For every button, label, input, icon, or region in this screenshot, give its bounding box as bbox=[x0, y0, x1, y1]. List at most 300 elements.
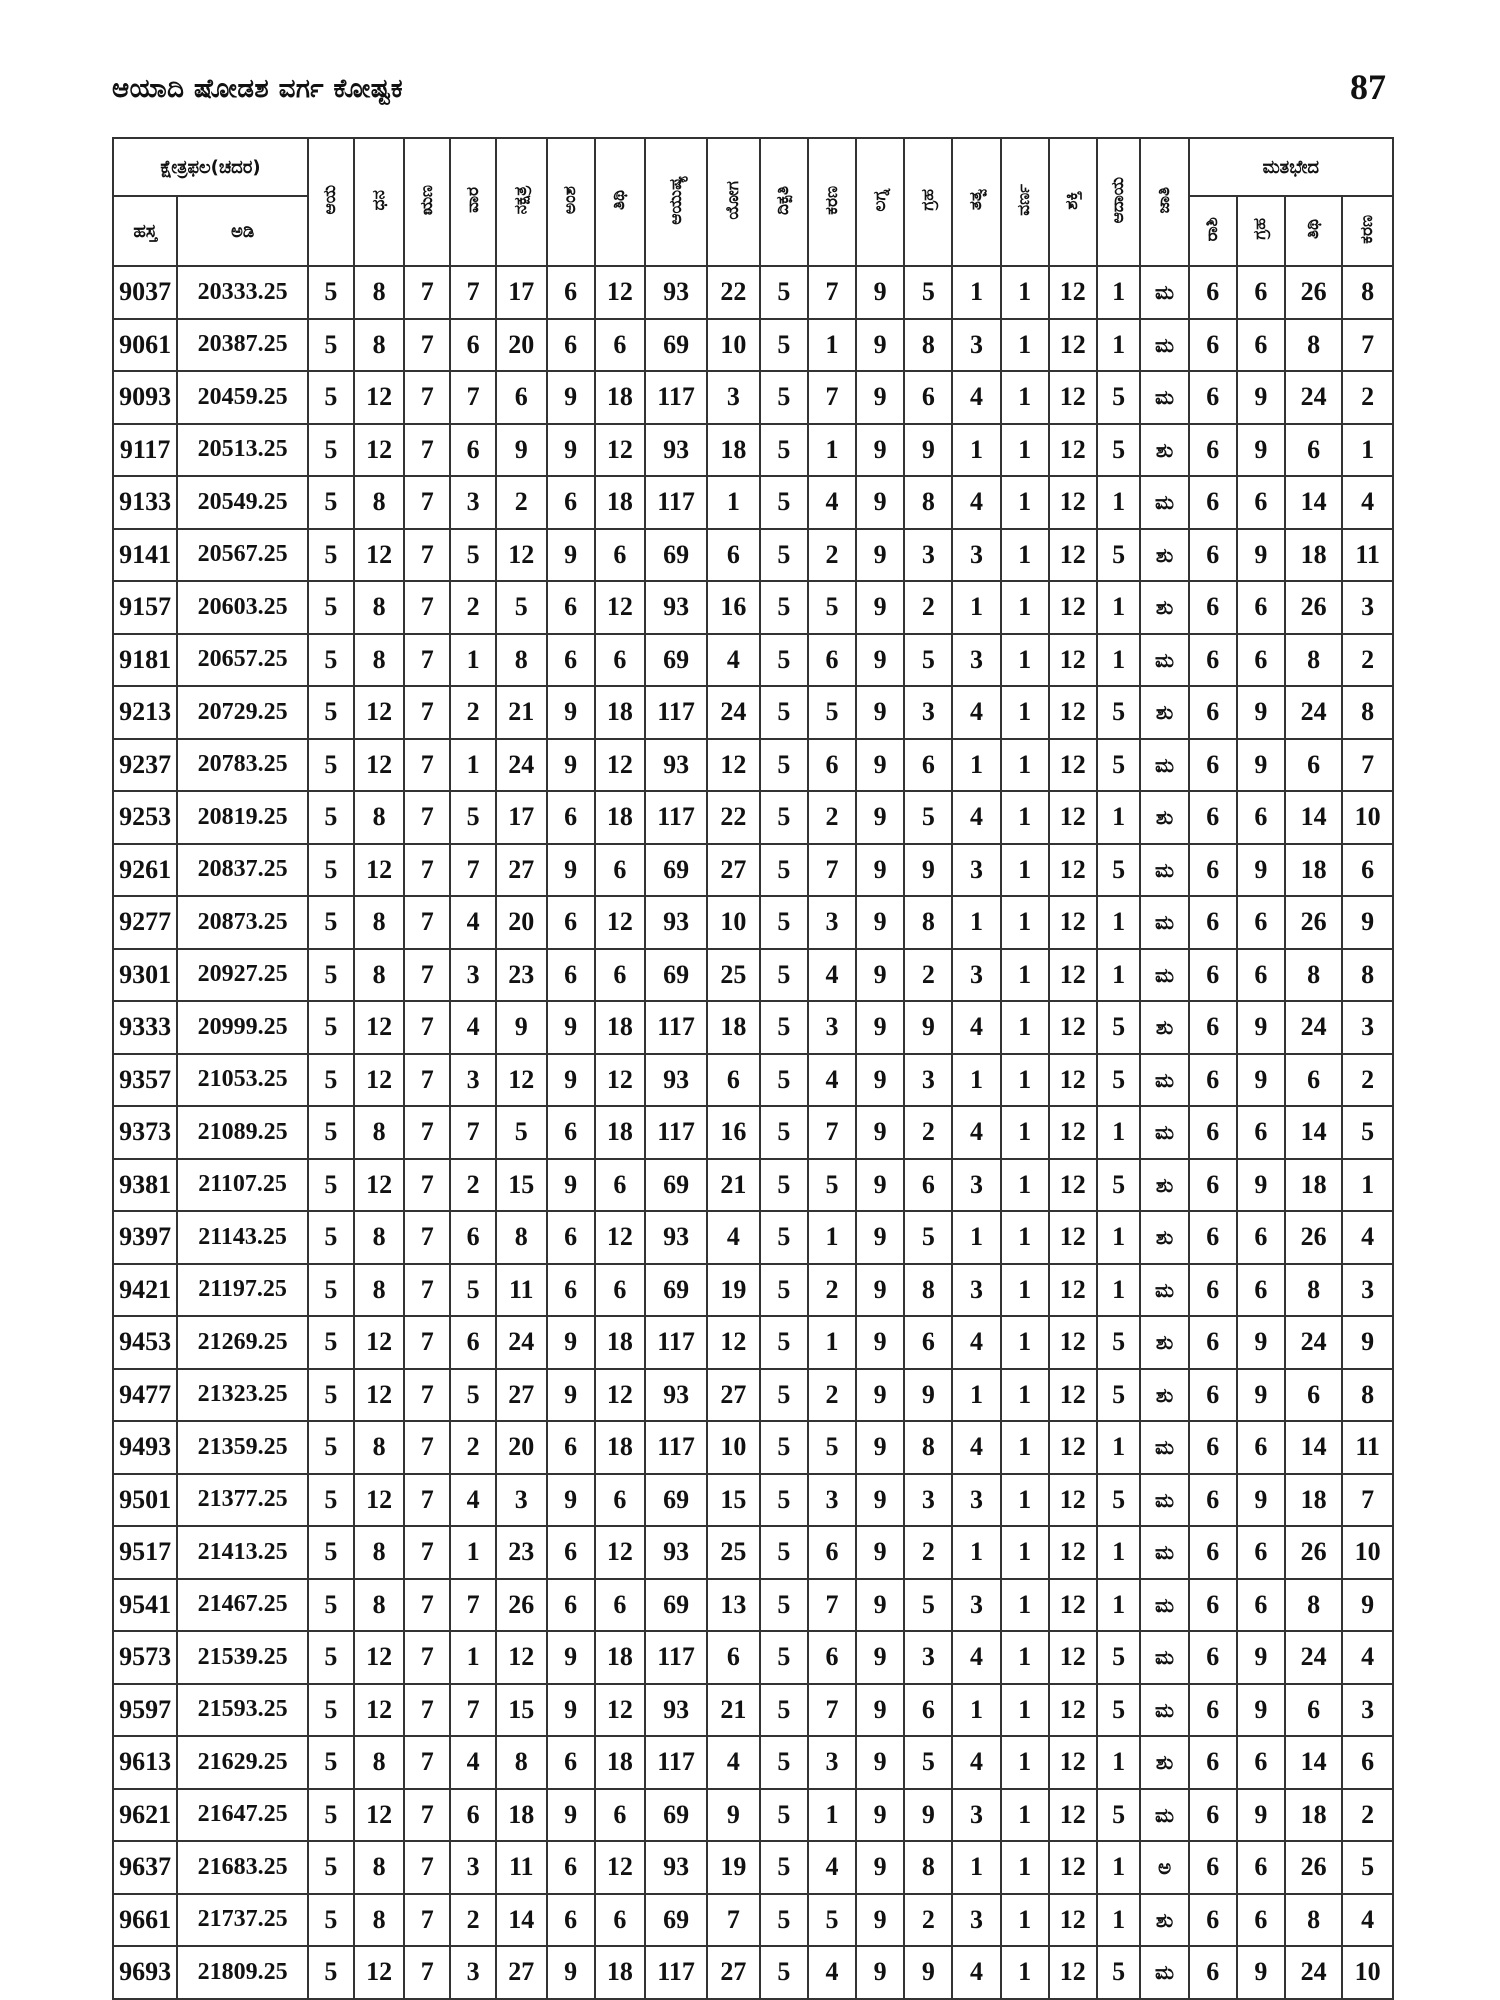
table-cell: 93 bbox=[645, 266, 707, 319]
table-cell: 5 bbox=[308, 1946, 354, 1999]
table-cell: 5 bbox=[904, 634, 952, 687]
table-cell: 6 bbox=[904, 1316, 952, 1369]
table-cell: 1 bbox=[1097, 319, 1141, 372]
table-cell: 9 bbox=[1237, 1054, 1285, 1107]
table-cell: 1 bbox=[808, 319, 856, 372]
table-cell: 4 bbox=[952, 1316, 1000, 1369]
table-cell: 9 bbox=[856, 686, 904, 739]
table-cell: 1 bbox=[1001, 371, 1049, 424]
table-cell: 9373 bbox=[113, 1106, 177, 1159]
table-cell: 7 bbox=[404, 1894, 450, 1947]
table-cell: 10 bbox=[707, 319, 760, 372]
table-cell: 9541 bbox=[113, 1579, 177, 1632]
table-cell: 12 bbox=[1049, 1159, 1097, 1212]
table-cell: 5 bbox=[1342, 1106, 1393, 1159]
table-cell: 2 bbox=[808, 529, 856, 582]
table-cell: 6 bbox=[1285, 1054, 1342, 1107]
table-cell: 26 bbox=[1285, 1526, 1342, 1579]
table-cell: 1 bbox=[450, 1526, 496, 1579]
table-row bbox=[113, 686, 1393, 739]
table-cell: ಮ bbox=[1140, 739, 1188, 792]
table-cell: 5 bbox=[308, 371, 354, 424]
table-cell: 9 bbox=[856, 1316, 904, 1369]
table-cell: 6 bbox=[904, 1159, 952, 1212]
table-cell: 20927.25 bbox=[177, 949, 308, 1002]
table-cell: 12 bbox=[1049, 529, 1097, 582]
table-cell: 6 bbox=[1237, 949, 1285, 1002]
table-cell: 24 bbox=[1285, 1001, 1342, 1054]
table-cell: 20837.25 bbox=[177, 844, 308, 897]
table-cell: 1 bbox=[1001, 529, 1049, 582]
table-row bbox=[113, 529, 1393, 582]
table-cell: 7 bbox=[404, 1001, 450, 1054]
table-cell: 21 bbox=[707, 1159, 760, 1212]
table-cell: 1 bbox=[1097, 1106, 1141, 1159]
table-cell: 27 bbox=[707, 844, 760, 897]
table-cell: 4 bbox=[808, 1946, 856, 1999]
table-cell: 93 bbox=[645, 1526, 707, 1579]
table-cell: 9 bbox=[904, 424, 952, 477]
table-cell: 2 bbox=[904, 1894, 952, 1947]
table-cell: 6 bbox=[1189, 424, 1237, 477]
table-cell: 14 bbox=[1285, 476, 1342, 529]
table-cell: 21197.25 bbox=[177, 1264, 308, 1317]
table-cell: 1 bbox=[1097, 1421, 1141, 1474]
table-cell: 13 bbox=[707, 1579, 760, 1632]
table-cell: 3 bbox=[450, 476, 496, 529]
table-cell: 1 bbox=[1001, 1369, 1049, 1422]
table-cell: 8 bbox=[354, 476, 404, 529]
table-cell: 8 bbox=[354, 1841, 404, 1894]
table-cell: 9 bbox=[547, 1631, 595, 1684]
table-cell: 3 bbox=[904, 686, 952, 739]
table-row bbox=[113, 319, 1393, 372]
table-cell: 9 bbox=[904, 1946, 952, 1999]
table-cell: 1 bbox=[1001, 1054, 1049, 1107]
table-cell: 5 bbox=[760, 476, 808, 529]
table-cell: 9 bbox=[856, 1526, 904, 1579]
table-cell: 6 bbox=[547, 896, 595, 949]
table-cell: 12 bbox=[1049, 1054, 1097, 1107]
table-cell: 12 bbox=[1049, 1316, 1097, 1369]
table-cell: 9 bbox=[856, 1631, 904, 1684]
table-cell: 6 bbox=[595, 529, 645, 582]
table-cell: 5 bbox=[1097, 1316, 1141, 1369]
table-cell: 3 bbox=[450, 1841, 496, 1894]
table-cell: 6 bbox=[1237, 1736, 1285, 1789]
col-header: ವರ್ಣ bbox=[1001, 138, 1049, 266]
table-row bbox=[113, 1841, 1393, 1894]
table-cell: 1 bbox=[808, 1316, 856, 1369]
table-cell: 9 bbox=[1237, 424, 1285, 477]
table-cell: 6 bbox=[547, 949, 595, 1002]
table-cell: 15 bbox=[496, 1684, 546, 1737]
table-cell: 6 bbox=[1342, 1736, 1393, 1789]
table-cell: 5 bbox=[808, 686, 856, 739]
table-cell: 1 bbox=[1001, 1789, 1049, 1842]
table-cell: ಶು bbox=[1140, 1001, 1188, 1054]
table-cell: 6 bbox=[1189, 1736, 1237, 1789]
table-cell: 5 bbox=[308, 949, 354, 1002]
table-cell: 18 bbox=[1285, 1474, 1342, 1527]
table-cell: 10 bbox=[707, 1421, 760, 1474]
table-cell: 7 bbox=[404, 1369, 450, 1422]
table-cell: 10 bbox=[1342, 1946, 1393, 1999]
table-row bbox=[113, 1316, 1393, 1369]
table-cell: 4 bbox=[808, 1054, 856, 1107]
table-cell: 24 bbox=[1285, 1946, 1342, 1999]
table-cell: 9 bbox=[856, 949, 904, 1002]
table-cell: 12 bbox=[1049, 1946, 1097, 1999]
col-header: ಋಣ bbox=[404, 138, 450, 266]
table-cell: 8 bbox=[354, 1736, 404, 1789]
table-cell: 1 bbox=[1001, 1211, 1049, 1264]
table-cell: 9 bbox=[1237, 1474, 1285, 1527]
table-cell: 3 bbox=[952, 529, 1000, 582]
table-cell: 5 bbox=[308, 424, 354, 477]
table-cell: 69 bbox=[645, 634, 707, 687]
table-cell: 93 bbox=[645, 739, 707, 792]
table-cell: 1 bbox=[952, 1211, 1000, 1264]
table-cell: 5 bbox=[760, 581, 808, 634]
table-cell: 18 bbox=[595, 1631, 645, 1684]
table-cell: 9037 bbox=[113, 266, 177, 319]
table-cell: 7 bbox=[707, 1894, 760, 1947]
table-cell: 1 bbox=[1001, 1684, 1049, 1737]
table-row bbox=[113, 581, 1393, 634]
table-cell: 12 bbox=[354, 371, 404, 424]
table-cell: 3 bbox=[904, 1054, 952, 1107]
table-cell: 7 bbox=[404, 791, 450, 844]
table-row bbox=[113, 424, 1393, 477]
table-cell: 5 bbox=[1097, 1684, 1141, 1737]
table-cell: 93 bbox=[645, 1684, 707, 1737]
table-cell: 117 bbox=[645, 1946, 707, 1999]
table-cell: ಶು bbox=[1140, 529, 1188, 582]
table-cell: 12 bbox=[1049, 1579, 1097, 1632]
table-cell: 9 bbox=[547, 844, 595, 897]
table-row bbox=[113, 949, 1393, 1002]
table-cell: 9 bbox=[856, 1841, 904, 1894]
table-cell: 12 bbox=[354, 1001, 404, 1054]
table-cell: 4 bbox=[707, 1211, 760, 1264]
table-cell: 2 bbox=[904, 1526, 952, 1579]
table-cell: 12 bbox=[1049, 1421, 1097, 1474]
table-cell: 4 bbox=[808, 1841, 856, 1894]
table-cell: 5 bbox=[760, 371, 808, 424]
table-cell: 6 bbox=[547, 266, 595, 319]
table-cell: 4 bbox=[952, 1631, 1000, 1684]
table-row bbox=[113, 1579, 1393, 1632]
table-cell: ಮ bbox=[1140, 1579, 1188, 1632]
table-cell: 12 bbox=[1049, 1474, 1097, 1527]
table-cell: 5 bbox=[308, 1894, 354, 1947]
table-cell: 6 bbox=[1189, 529, 1237, 582]
table-cell: 14 bbox=[1285, 1421, 1342, 1474]
table-cell: 4 bbox=[707, 1736, 760, 1789]
table-cell: 5 bbox=[760, 1264, 808, 1317]
table-cell: 9 bbox=[1237, 739, 1285, 792]
table-cell: 24 bbox=[1285, 1316, 1342, 1369]
table-cell: 9 bbox=[547, 1789, 595, 1842]
table-cell: 9333 bbox=[113, 1001, 177, 1054]
table-cell: 3 bbox=[450, 949, 496, 1002]
table-cell: ಮ bbox=[1140, 1421, 1188, 1474]
table-cell: 18 bbox=[707, 1001, 760, 1054]
table-cell: 6 bbox=[595, 1894, 645, 1947]
table-cell: 6 bbox=[450, 319, 496, 372]
table-cell: 5 bbox=[1097, 1631, 1141, 1684]
table-cell: 9277 bbox=[113, 896, 177, 949]
table-cell: ಶು bbox=[1140, 581, 1188, 634]
table-cell: 21413.25 bbox=[177, 1526, 308, 1579]
col-header: ತತ್ವ bbox=[952, 138, 1000, 266]
table-cell: 9261 bbox=[113, 844, 177, 897]
table-cell: 6 bbox=[1237, 266, 1285, 319]
table-cell: 5 bbox=[904, 1211, 952, 1264]
table-cell: 9 bbox=[547, 424, 595, 477]
table-cell: 7 bbox=[450, 1684, 496, 1737]
table-cell: 5 bbox=[308, 1001, 354, 1054]
table-cell: 12 bbox=[595, 1684, 645, 1737]
table-cell: 6 bbox=[707, 1631, 760, 1684]
table-cell: 9501 bbox=[113, 1474, 177, 1527]
table-cell: 9 bbox=[856, 1054, 904, 1107]
table-cell: 3 bbox=[952, 844, 1000, 897]
table-cell: 6 bbox=[1189, 791, 1237, 844]
table-cell: 69 bbox=[645, 1474, 707, 1527]
table-cell: 2 bbox=[904, 1106, 952, 1159]
table-cell: 18 bbox=[1285, 1159, 1342, 1212]
table-cell: 5 bbox=[760, 1946, 808, 1999]
table-cell: 9 bbox=[496, 1001, 546, 1054]
table-cell: 6 bbox=[450, 1211, 496, 1264]
table-cell: 8 bbox=[496, 634, 546, 687]
table-cell: 5 bbox=[760, 739, 808, 792]
col-header: ಅಂಶ bbox=[547, 138, 595, 266]
table-cell: 4 bbox=[1342, 1211, 1393, 1264]
table-cell: 5 bbox=[808, 1894, 856, 1947]
col-header: ಆಯುಷ್ಯ bbox=[645, 138, 707, 266]
table-cell: 6 bbox=[808, 634, 856, 687]
table-cell: 4 bbox=[952, 686, 1000, 739]
table-cell: 17 bbox=[496, 266, 546, 319]
table-cell: 6 bbox=[1189, 896, 1237, 949]
table-cell: 12 bbox=[1049, 1631, 1097, 1684]
table-cell: 24 bbox=[707, 686, 760, 739]
table-cell: 3 bbox=[952, 1264, 1000, 1317]
table-cell: 6 bbox=[1189, 1579, 1237, 1632]
table-cell: 6 bbox=[1237, 319, 1285, 372]
table-cell: 6 bbox=[547, 1894, 595, 1947]
table-cell: 9613 bbox=[113, 1736, 177, 1789]
table-cell: 8 bbox=[1342, 686, 1393, 739]
table-cell: 1 bbox=[1097, 1841, 1141, 1894]
table-cell: 21143.25 bbox=[177, 1211, 308, 1264]
table-cell: 9 bbox=[856, 1159, 904, 1212]
table-cell: 6 bbox=[1237, 581, 1285, 634]
table-cell: 6 bbox=[1237, 1579, 1285, 1632]
table-cell: 6 bbox=[904, 371, 952, 424]
table-cell: 5 bbox=[308, 1369, 354, 1422]
table-cell: 12 bbox=[354, 424, 404, 477]
table-cell: 5 bbox=[760, 1894, 808, 1947]
table-cell: 26 bbox=[1285, 266, 1342, 319]
table-cell: 9 bbox=[547, 529, 595, 582]
table-cell: 5 bbox=[760, 266, 808, 319]
table-cell: 9133 bbox=[113, 476, 177, 529]
table-cell: 18 bbox=[595, 1001, 645, 1054]
table-cell: 1 bbox=[1097, 896, 1141, 949]
table-cell: 69 bbox=[645, 529, 707, 582]
col-header: ಲಗ್ನ bbox=[856, 138, 904, 266]
table-cell: 117 bbox=[645, 371, 707, 424]
table-row bbox=[113, 1211, 1393, 1264]
table-cell: 7 bbox=[1342, 319, 1393, 372]
table-cell: 6 bbox=[547, 1421, 595, 1474]
table-cell: 1 bbox=[1001, 634, 1049, 687]
table-cell: 8 bbox=[904, 1841, 952, 1894]
table-cell: 9 bbox=[547, 1684, 595, 1737]
table-cell: 5 bbox=[1097, 1054, 1141, 1107]
table-cell: 5 bbox=[308, 896, 354, 949]
table-cell: 8 bbox=[1285, 949, 1342, 1002]
table-cell: ಶು bbox=[1140, 424, 1188, 477]
table-cell: 9 bbox=[547, 739, 595, 792]
table-cell: ಮ bbox=[1140, 1631, 1188, 1684]
table-cell: 5 bbox=[1097, 1789, 1141, 1842]
table-cell: 7 bbox=[404, 1946, 450, 1999]
table-cell: 7 bbox=[808, 1106, 856, 1159]
table-cell: 3 bbox=[904, 1631, 952, 1684]
table-cell: 1 bbox=[1097, 1894, 1141, 1947]
col-header-adi: ಅಡಿ bbox=[177, 196, 308, 266]
table-cell: 6 bbox=[808, 739, 856, 792]
table-cell: 5 bbox=[760, 844, 808, 897]
table-cell: 9 bbox=[547, 371, 595, 424]
table-cell: 7 bbox=[404, 1106, 450, 1159]
table-cell: 8 bbox=[354, 266, 404, 319]
table-cell: 117 bbox=[645, 686, 707, 739]
table-cell: 9 bbox=[904, 1789, 952, 1842]
table-cell: 20513.25 bbox=[177, 424, 308, 477]
table-cell: 1 bbox=[1001, 1736, 1049, 1789]
table-cell: 1 bbox=[1001, 581, 1049, 634]
table-cell: 5 bbox=[760, 1106, 808, 1159]
table-cell: 6 bbox=[1285, 1684, 1342, 1737]
table-cell: 9 bbox=[1342, 896, 1393, 949]
table-cell: 3 bbox=[952, 1474, 1000, 1527]
table-cell: 5 bbox=[450, 1264, 496, 1317]
table-cell: 12 bbox=[1049, 791, 1097, 844]
sub-col-header: ಗ್ರಹ bbox=[1237, 196, 1285, 266]
table-cell: ಮ bbox=[1140, 371, 1188, 424]
table-cell: 18 bbox=[595, 1421, 645, 1474]
table-cell: 26 bbox=[496, 1579, 546, 1632]
table-cell: ಮ bbox=[1140, 1684, 1188, 1737]
table-cell: 6 bbox=[595, 319, 645, 372]
table-cell: 8 bbox=[496, 1736, 546, 1789]
table-cell: 5 bbox=[760, 1789, 808, 1842]
table-cell: 5 bbox=[760, 949, 808, 1002]
table-cell: 20387.25 bbox=[177, 319, 308, 372]
table-cell: 5 bbox=[1097, 739, 1141, 792]
table-cell: 24 bbox=[496, 1316, 546, 1369]
table-cell: 1 bbox=[952, 1526, 1000, 1579]
table-cell: 5 bbox=[1097, 424, 1141, 477]
table-cell: 1 bbox=[1001, 1631, 1049, 1684]
table-cell: 8 bbox=[354, 949, 404, 1002]
table-cell: 12 bbox=[496, 1054, 546, 1107]
table-cell: 9573 bbox=[113, 1631, 177, 1684]
table-cell: 7 bbox=[450, 266, 496, 319]
table-cell: 6 bbox=[1189, 1054, 1237, 1107]
table-cell: 8 bbox=[354, 896, 404, 949]
table-cell: 12 bbox=[595, 1369, 645, 1422]
table-cell: 9 bbox=[904, 1001, 952, 1054]
table-cell: ಮ bbox=[1140, 1264, 1188, 1317]
table-cell: 8 bbox=[1285, 1264, 1342, 1317]
table-cell: 5 bbox=[1097, 1369, 1141, 1422]
table-cell: 5 bbox=[450, 529, 496, 582]
table-cell: 5 bbox=[308, 1211, 354, 1264]
table-cell: 1 bbox=[952, 424, 1000, 477]
table-cell: 4 bbox=[952, 476, 1000, 529]
table-cell: 6 bbox=[547, 791, 595, 844]
table-cell: 1 bbox=[808, 1789, 856, 1842]
table-cell: 8 bbox=[904, 319, 952, 372]
table-cell: 9 bbox=[856, 319, 904, 372]
table-cell: 7 bbox=[450, 371, 496, 424]
header-row-1 bbox=[113, 138, 1393, 196]
table-cell: 18 bbox=[595, 1946, 645, 1999]
table-cell: 9 bbox=[856, 1001, 904, 1054]
table-cell: 8 bbox=[354, 1579, 404, 1632]
table-cell: ಮ bbox=[1140, 1946, 1188, 1999]
table-cell: 3 bbox=[952, 949, 1000, 1002]
table-row bbox=[113, 1001, 1393, 1054]
area-group-header: ಕ್ಷೇತ್ರಫಲ(ಚದರ) bbox=[113, 138, 308, 196]
table-cell: 12 bbox=[1049, 266, 1097, 319]
table-cell: 9 bbox=[547, 1369, 595, 1422]
table-cell: 2 bbox=[1342, 1789, 1393, 1842]
table-cell: 9357 bbox=[113, 1054, 177, 1107]
table-row bbox=[113, 1106, 1393, 1159]
table-cell: 12 bbox=[1049, 476, 1097, 529]
table-cell: 7 bbox=[404, 1789, 450, 1842]
table-cell: 5 bbox=[760, 896, 808, 949]
table-cell: ಶು bbox=[1140, 791, 1188, 844]
table-cell: 16 bbox=[707, 581, 760, 634]
table-cell: 7 bbox=[404, 1631, 450, 1684]
table-cell: 4 bbox=[952, 1001, 1000, 1054]
table-cell: 1 bbox=[1097, 476, 1141, 529]
table-cell: 6 bbox=[1237, 791, 1285, 844]
table-cell: 11 bbox=[496, 1264, 546, 1317]
table-cell: 1 bbox=[1001, 1001, 1049, 1054]
table-cell: 1 bbox=[1342, 1159, 1393, 1212]
table-cell: 1 bbox=[1097, 791, 1141, 844]
table-cell: 6 bbox=[547, 1841, 595, 1894]
table-cell: 1 bbox=[707, 476, 760, 529]
table-cell: 5 bbox=[308, 1159, 354, 1212]
table-cell: 7 bbox=[404, 581, 450, 634]
table-cell: 12 bbox=[595, 739, 645, 792]
table-cell: 26 bbox=[1285, 1841, 1342, 1894]
table-cell: 1 bbox=[1001, 1526, 1049, 1579]
table-row bbox=[113, 476, 1393, 529]
table-cell: 9141 bbox=[113, 529, 177, 582]
